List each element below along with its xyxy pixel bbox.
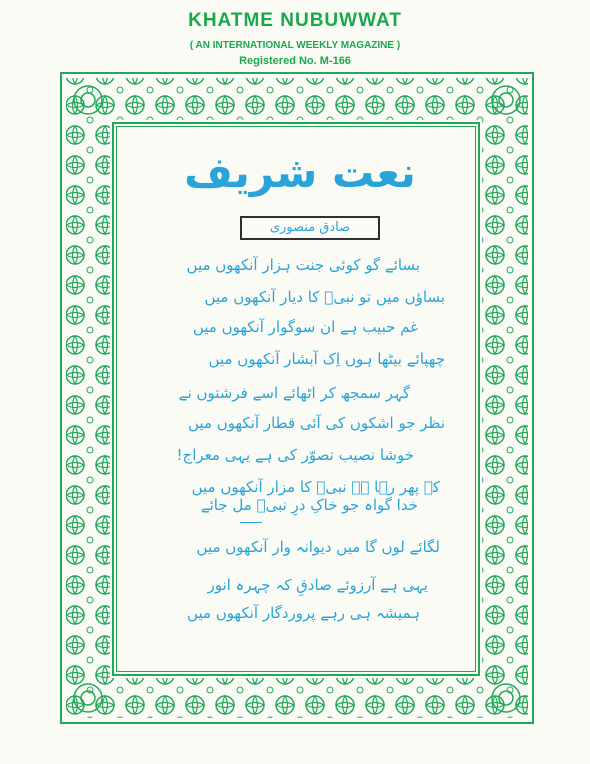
separator-dash (240, 522, 262, 523)
verse-line: نظر جو اشکوں کی آئی قطار آنکھوں میں (188, 414, 445, 432)
verse-line: چھپائے بیٹھا ہوں اِک آبشار آنکھوں میں (208, 350, 445, 368)
verse-line: کہ پھر رہا ہے نبیؐ کا مزار آنکھوں میں (191, 478, 440, 496)
verse-line: بسائے گو کوئی جنت ہزار آنکھوں میں (186, 256, 420, 274)
verse-line: یہی ہے آرزوئے صادقِ کہ چہرہ انور (207, 576, 428, 594)
magazine-subtitle: ( AN INTERNATIONAL WEEKLY MAGAZINE ) (189, 40, 401, 51)
verse-line: گہر سمجھ کر اٹھائے اسے فرشتوں نے (178, 384, 410, 402)
verse-line: خوشا نصیب تصوّر کی ہے یہی معراج! (176, 446, 414, 464)
magazine-title: KHATME NUBUWWAT (188, 10, 402, 31)
verse-line: خدا گواہ جو خاکِ درِ نبیؐ مل جائے (200, 496, 418, 514)
verse-line: ہمیشہ ہی رہے پروردگار آنکھوں میں (187, 604, 420, 622)
verse-line: بساؤں میں تو نبیؐ کا دیار آنکھوں میں (204, 288, 445, 306)
verse-line: غم حبیب ہے ان سوگوار آنکھوں میں (192, 318, 418, 336)
poem-title: نعت شریف (184, 148, 416, 197)
poet-name: صادق منصوری (240, 216, 380, 240)
registration-number: Registered No. M-166 (239, 55, 351, 67)
verse-line: لگائے لوں گا میں دیوانہ وار آنکھوں میں (196, 538, 440, 556)
